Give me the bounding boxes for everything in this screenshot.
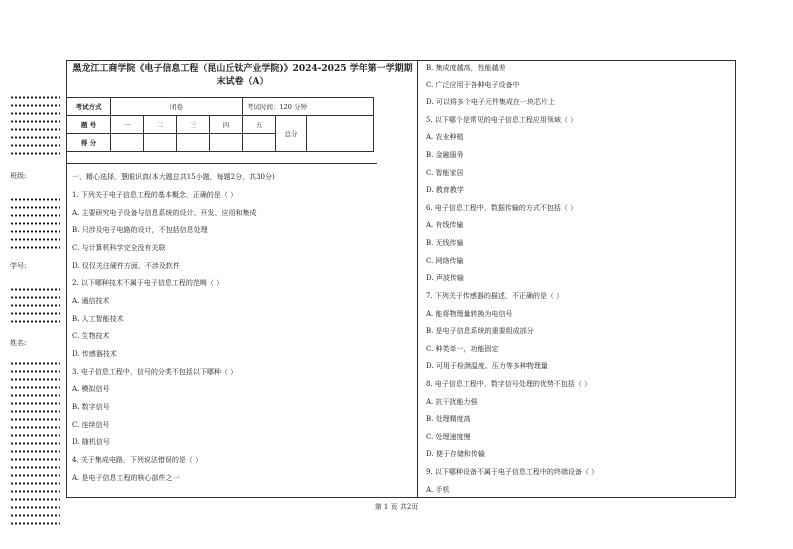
section-1: 一 (111, 116, 144, 134)
dotted-line (10, 222, 60, 225)
option-line: D. 教育教学 (426, 186, 464, 194)
question-line: 8. 电子信息工程中，数字信号处理的优势不包括（ ） (426, 380, 592, 388)
section-2: 二 (144, 116, 177, 134)
option-line: D. 仅仅关注硬件方面，不涉及软件 (72, 262, 180, 270)
student-id-label: 学号: (10, 262, 27, 270)
section-heading: 一、精心选择，慧眼识真(本大题总共15小题，每题2分，共30分) (72, 173, 275, 181)
class-label: 班级: (10, 172, 27, 180)
option-line: B. 是电子信息系统的重要组成部分 (426, 327, 534, 335)
dotted-line (10, 434, 60, 437)
score-label: 得 分 (67, 134, 111, 152)
option-line: A. 能将物理量转换为电信号 (426, 310, 513, 318)
dotted-line (10, 474, 60, 477)
dotted-line (10, 238, 60, 241)
option-line: B. 只涉及电子电路的设计，不包括信息处理 (72, 226, 208, 234)
dotted-line (10, 498, 60, 501)
option-line: A. 农业种植 (426, 133, 464, 141)
dotted-line (10, 370, 60, 373)
question-line: 1. 下列关于电子信息工程的基本概念，正确的是（ ） (72, 191, 238, 199)
page-number: 第 1 页 共2页 (374, 503, 419, 511)
dotted-line (10, 296, 60, 299)
option-line: C. 生物技术 (72, 332, 110, 340)
dotted-line (10, 246, 60, 249)
dotted-line (10, 96, 60, 99)
name-label: 姓名: (10, 339, 27, 347)
score-cell[interactable] (177, 134, 210, 152)
option-line: D. 可用于检测温度、压力等多种物理量 (426, 362, 548, 370)
dotted-line (10, 152, 60, 155)
dotted-line (10, 418, 60, 421)
dotted-line (10, 522, 60, 525)
dotted-line (10, 320, 60, 323)
dotted-line (10, 482, 60, 485)
dotted-line (10, 490, 60, 493)
section-rule (66, 163, 377, 164)
dotted-line (10, 442, 60, 445)
score-cell[interactable] (144, 134, 177, 152)
dotted-line (10, 402, 60, 405)
dotted-line (10, 144, 60, 147)
dotted-line (10, 312, 60, 315)
question-no-label: 题 号 (67, 116, 111, 134)
total-label: 总分 (276, 116, 307, 152)
dotted-line (10, 362, 60, 365)
exam-format-label: 考试方式 (67, 98, 111, 116)
option-line: B. 处理精度高 (426, 415, 471, 423)
dotted-line (10, 104, 60, 107)
dotted-line (10, 426, 60, 429)
dotted-line (10, 450, 60, 453)
dotted-line (10, 410, 60, 413)
section-4: 四 (210, 116, 243, 134)
option-line: C. 连续信号 (72, 421, 110, 429)
dotted-line (10, 112, 60, 115)
question-line: 9. 以下哪种设备不属于电子信息工程中的终端设备（ ） (426, 468, 599, 476)
dotted-line (10, 386, 60, 389)
question-line: 7. 下列关于传感器的描述，不正确的是（ ） (426, 292, 564, 300)
score-cell[interactable] (210, 134, 243, 152)
question-line: 6. 电子信息工程中，数据传输的方式不包括（ ） (426, 204, 578, 212)
dotted-line (10, 136, 60, 139)
question-line: 3. 电子信息工程中，信号的分类不包括以下哪种（ ） (72, 368, 238, 376)
dotted-line (10, 120, 60, 123)
score-cell[interactable] (243, 134, 276, 152)
option-line: B. 无线传输 (426, 239, 464, 247)
exam-format-value: 闭卷 (111, 98, 243, 116)
option-line: A. 模拟信号 (72, 385, 110, 393)
option-line: C. 与计算机科学完全没有关联 (72, 244, 166, 252)
option-line: A. 主要研究电子设备与信息系统的设计、开发、应用和集成 (72, 209, 257, 217)
option-line: C. 种类单一，功能固定 (426, 345, 499, 353)
option-line: D. 可以将多个电子元件集成在一块芯片上 (426, 98, 555, 106)
option-line: B. 集成度越高，性能越差 (426, 64, 506, 72)
column-divider (417, 60, 418, 498)
dotted-line (10, 514, 60, 517)
option-line: D. 声波传输 (426, 274, 464, 282)
dotted-line (10, 128, 60, 131)
option-line: A. 通信技术 (72, 297, 110, 305)
option-line: A. 抗干扰能力强 (426, 398, 478, 406)
binding-margin (6, 92, 62, 532)
dotted-line (10, 230, 60, 233)
total-score-cell[interactable] (307, 116, 374, 152)
exam-title: 黑龙江工商学院《电子信息工程（昆山丘钛产业学院)》2024-2025 学年第一学期期末试卷（A） (72, 64, 413, 87)
dotted-line (10, 458, 60, 461)
option-line: D. 随机信号 (72, 438, 110, 446)
option-line: B. 人工智能技术 (72, 315, 124, 323)
section-3: 三 (177, 116, 210, 134)
section-5: 五 (243, 116, 276, 134)
dotted-line (10, 288, 60, 291)
question-line: 5. 以下哪个是常见的电子信息工程应用领域（ ） (426, 116, 578, 124)
dotted-line (10, 378, 60, 381)
question-line: 4. 关于集成电路，下列说法错误的是（ ） (72, 456, 203, 464)
score-table (66, 97, 374, 152)
option-line: A. 是电子信息工程的核心部件之一 (72, 474, 180, 482)
question-line: 2. 以下哪种技术不属于电子信息工程的范畴（ ） (72, 279, 224, 287)
dotted-line (10, 214, 60, 217)
exam-time: 考试时间：120 分钟 (243, 98, 374, 116)
option-line: A. 有线传输 (426, 221, 464, 229)
dotted-line (10, 394, 60, 397)
option-line: B. 金融服务 (426, 151, 464, 159)
option-line: D. 传感器技术 (72, 350, 117, 358)
dotted-line (10, 304, 60, 307)
dotted-line (10, 198, 60, 201)
score-cell[interactable] (111, 134, 144, 152)
option-line: C. 智能家居 (426, 169, 464, 177)
option-line: B. 数字信号 (72, 403, 110, 411)
option-line: A. 手机 (426, 486, 450, 494)
dotted-line (10, 466, 60, 469)
option-line: C. 网络传输 (426, 257, 464, 265)
option-line: C. 广泛应用于各种电子设备中 (426, 81, 520, 89)
option-line: D. 便于存储和传输 (426, 450, 485, 458)
option-line: C. 处理速度慢 (426, 433, 471, 441)
dotted-line (10, 206, 60, 209)
